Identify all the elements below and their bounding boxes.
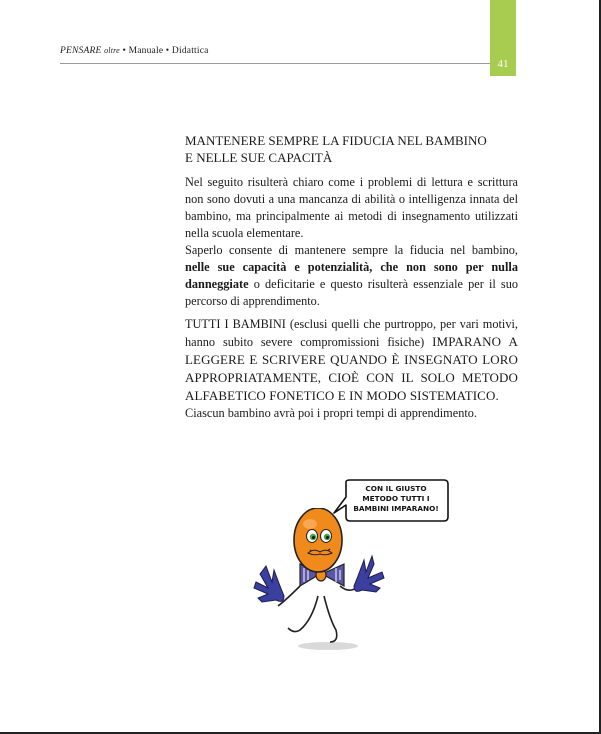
speech-line-1: CON IL GIUSTO — [365, 484, 427, 493]
header-brand-suffix: oltre — [104, 46, 120, 55]
article-body — [185, 132, 518, 422]
paragraph-3 — [185, 316, 518, 405]
header-brand-name: PENSARE — [60, 46, 102, 56]
speech-line-2: METODO TUTTI I — [362, 494, 430, 503]
header-brand — [60, 46, 120, 56]
section-title — [185, 132, 518, 166]
header-separator: • — [119, 46, 129, 56]
running-header — [60, 46, 209, 56]
section-title-line1: MANTENERE SEMPRE LA FIDUCIA NEL BAMBINO — [185, 133, 487, 148]
header-section-manuale: Manuale — [128, 46, 164, 56]
speech-line-3: BAMBINI IMPARANO! — [353, 504, 439, 513]
section-title-line2: E NELLE SUE CAPACITÀ — [185, 150, 333, 165]
header-rule — [60, 63, 490, 64]
page-number-tab — [490, 0, 516, 76]
paragraph-2-start: Saperlo consente di mantenere sempre la fiducia nel bambino, — [185, 243, 518, 257]
mascot-icon — [238, 508, 398, 654]
paragraph-1: Nel seguito risulterà chiaro come i problemi di lettura e scrittura non sono dovuti a una mancanza di abilità o intelligenza innata del bambino, ma principalmente ai metodi di insegnamento utilizzati nella scuola elementare. — [185, 175, 518, 240]
page-number: 41 — [497, 58, 509, 70]
paragraph-4: Ciascun bambino avrà poi i propri tempi di apprendimento. — [185, 406, 477, 420]
header-separator: • — [163, 46, 172, 56]
paragraph-3-start: TUTTI I BAMBINI (esclusi quelli che purtroppo, per vari motivi, hanno subito severe compromissioni fisiche) — [185, 317, 518, 349]
paragraph-2 — [185, 242, 518, 310]
paragraph-3-caps: IMPARANO A LEGGERE E SCRIVERE QUANDO È INSEGNATO LORO APPROPRIATAMENTE, CIOÈ CON IL SOLO METODO ALFABETICO FONETICO E IN MODO SISTEMATICO. — [185, 334, 519, 403]
paragraph-2-bold: nelle sue capacità e potenzialità, che non sono per nulla danneggiate — [185, 260, 518, 291]
header-section-didattica: Didattica — [171, 46, 209, 56]
paragraph-2-end: o deficitarie e questo risulterà essenziale per il suo percorso di apprendimento. — [185, 277, 519, 308]
